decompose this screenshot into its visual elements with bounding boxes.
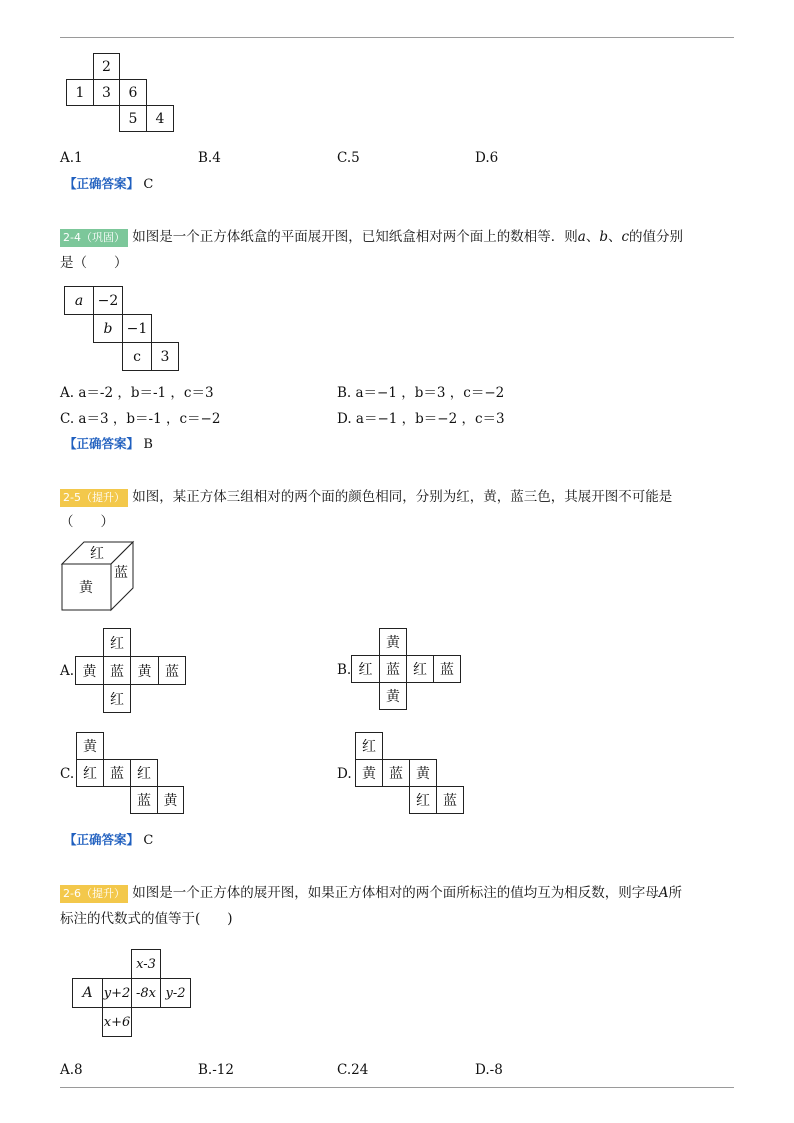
answer-label: 【正确答案】 [64,832,140,847]
net-cell: 蓝 [433,655,461,683]
option-a: A.8 [60,1062,83,1078]
net-cell: 红 [351,655,380,683]
answer-line [64,174,153,195]
question-stem: 2-4（巩固） 如图是一个正方体纸盒的平面展开图，已知纸盒相对两个面上的数相等．则a、b、c的值分别 [60,227,683,247]
net-cell: 4 [146,105,174,132]
net-cell: A [72,978,103,1008]
option-d: D.-8 [475,1062,503,1078]
net-cell: 黄 [409,759,437,787]
net-cell: 红 [406,655,434,683]
net-cell: y-2 [160,978,191,1008]
net-cell: 黄 [355,759,383,787]
net-cell: 2 [93,53,120,80]
net-cell: 蓝 [382,759,410,787]
net-cell: 蓝 [130,786,158,814]
net-cell: 黄 [157,786,184,814]
question-stem: 2-6（提升） 如图是一个正方体的展开图，如果正方体相对的两个面所标注的值均互为相反数，则字母A所 [60,883,682,903]
net-cell: 黄 [379,628,407,656]
net-cell: 蓝 [158,656,186,685]
option-c: C.24 [337,1062,369,1078]
net-cell: 蓝 [103,759,131,787]
net-cell: 红 [409,786,437,814]
net-cell: -8x [131,978,161,1008]
answer-value: C [143,833,154,848]
net-cell: −2 [93,286,123,315]
option-b: B. a＝−1 ，b＝3 ，c＝−2 [337,385,505,401]
net-cell: 红 [103,628,131,657]
bottom-rule [60,1087,734,1088]
question-tag: 2-4（巩固） [60,229,128,247]
net-cell: 黄 [379,682,407,710]
net-cell: 5 [119,105,147,132]
net-cell: 黄 [75,656,104,685]
net-cell: 红 [355,732,383,760]
question-stem-cont: 标注的代数式的值等于( ) [60,911,233,927]
option-c: C.5 [337,150,360,166]
net-cell: b [93,314,123,343]
net-cell: 3 [151,342,179,371]
option-b: B. [337,662,352,678]
net-cell: 蓝 [103,656,131,685]
answer-line [64,830,153,851]
net-cell: c [122,342,152,371]
net-cell: x-3 [131,949,161,979]
question-stem-cont: 是（ ） [60,255,128,271]
question-stem: 2-5（提升） 如图，某正方体三组相对的两个面的颜色相同，分别为红，黄，蓝三色，其展开图不可能是 [60,487,672,507]
net-cell: 1 [66,79,94,106]
question-tag: 2-6（提升） [60,885,128,903]
net-cell: −1 [122,314,152,343]
answer-label: 【正确答案】 [64,436,140,451]
net-cell: x+6 [102,1007,132,1037]
net-cell: 6 [119,79,147,106]
question-stem-cont: （ ） [60,514,114,530]
net-cell: 红 [130,759,158,787]
answer-value: C [143,177,154,192]
answer-label: 【正确答案】 [64,176,140,191]
option-c: C. a＝3 ，b＝-1 ，c＝−2 [60,411,221,427]
net-cell: 蓝 [436,786,464,814]
option-a: A. a＝-2 ，b＝-1 ，c＝3 [60,385,214,401]
question-tag: 2-5（提升） [60,489,128,507]
net-cell: a [64,286,94,315]
net-cell: 黄 [76,732,104,760]
cube-top-label: 红 [90,546,104,562]
cube-front-label: 黄 [79,580,93,596]
option-d: D. [337,766,352,782]
net-cell: 黄 [130,656,159,685]
net-cell: 3 [93,79,120,106]
top-rule [60,37,734,38]
option-d: D.6 [475,150,499,166]
option-a: A. [60,663,75,679]
option-b: B.-12 [198,1062,234,1078]
option-a: A.1 [60,150,83,166]
net-cell: y+2 [102,978,132,1008]
cube-figure [60,540,136,612]
option-c: C. [60,766,75,782]
answer-line [64,434,153,455]
net-cell: 蓝 [379,655,407,683]
cube-side-label: 蓝 [114,565,128,581]
option-b: B.4 [198,150,221,166]
net-cell: 红 [76,759,104,787]
option-d: D. a＝−1 ，b＝−2 ，c＝3 [337,411,505,427]
answer-value: B [143,437,153,452]
net-cell: 红 [103,684,131,713]
